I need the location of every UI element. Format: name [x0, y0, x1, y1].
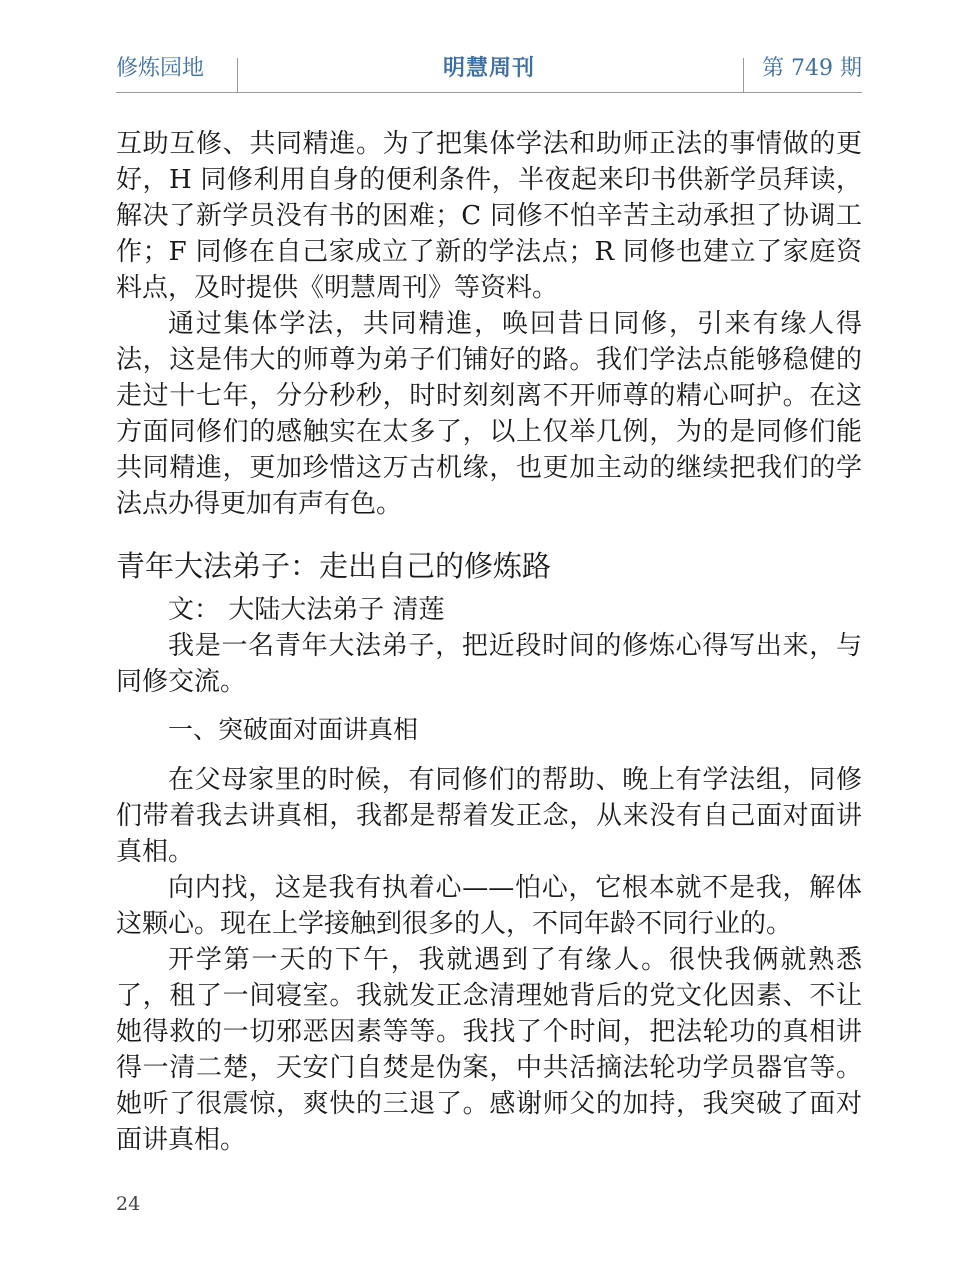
- page-header: [116, 52, 862, 93]
- page-number: 24: [116, 1193, 141, 1215]
- section-heading: 一、突破面对面讲真相: [168, 715, 419, 744]
- page-content: [116, 126, 862, 1158]
- article-byline: 文： 大陆大法弟子 清莲: [168, 595, 445, 625]
- body-paragraph: 开学第一天的下午，我就遇到了有缘人。很快我俩就熟悉了，租了一间寝室。我就发正念清理她背后的党文化因素、不让她得救的一切邪恶因素等等。我找了个时间，把法轮功的真相讲得一清二楚，天安门自焚是伪案，中共活摘法轮功学员器官等。她听了很震惊，爽快的三退了。感谢师父的加持，我突破了面对面讲真相。: [116, 945, 862, 1155]
- body-paragraph: 互助互修、共同精進。为了把集体学法和助师正法的事情做的更好，H 同修利用自身的便利条件，半夜起来印书供新学员拜读，解决了新学员没有书的困难；C 同修不怕辛苦主动承担了协调工作；F 同修在自己家成立了新的学法点；R 同修也建立了家庭资料点，及时提供《明慧周刊》等资料。: [116, 129, 862, 303]
- body-paragraph: 通过集体学法，共同精進，唤回昔日同修，引来有缘人得法，这是伟大的师尊为弟子们铺好的路。我们学法点能够稳健的走过十七年，分分秒秒，时时刻刻离不开师尊的精心呵护。在这方面同修们的感触实在太多了，以上仅举几例，为的是同修们能共同精進，更加珍惜这万古机缘，也更加主动的继续把我们的学法点办得更加有声有色。: [116, 309, 862, 519]
- body-paragraph: 向内找，这是我有执着心——怕心，它根本就不是我，解体这颗心。现在上学接触到很多的人，不同年龄不同行业的。: [116, 873, 862, 939]
- section-name: 修炼园地: [116, 56, 205, 81]
- article-title: 青年大法弟子：走出自己的修炼路: [116, 549, 552, 583]
- header-divider-right: [743, 58, 744, 92]
- issue-number: 第 749 期: [762, 56, 862, 81]
- body-paragraph: 在父母家里的时候，有同修们的帮助、晚上有学法组，同修们带着我去讲真相，我都是帮着发正念，从来没有自己面对面讲真相。: [116, 765, 862, 867]
- publication-title: 明慧周刊: [442, 56, 535, 81]
- article-intro: 我是一名青年大法弟子，把近段时间的修炼心得写出来，与同修交流。: [116, 631, 862, 697]
